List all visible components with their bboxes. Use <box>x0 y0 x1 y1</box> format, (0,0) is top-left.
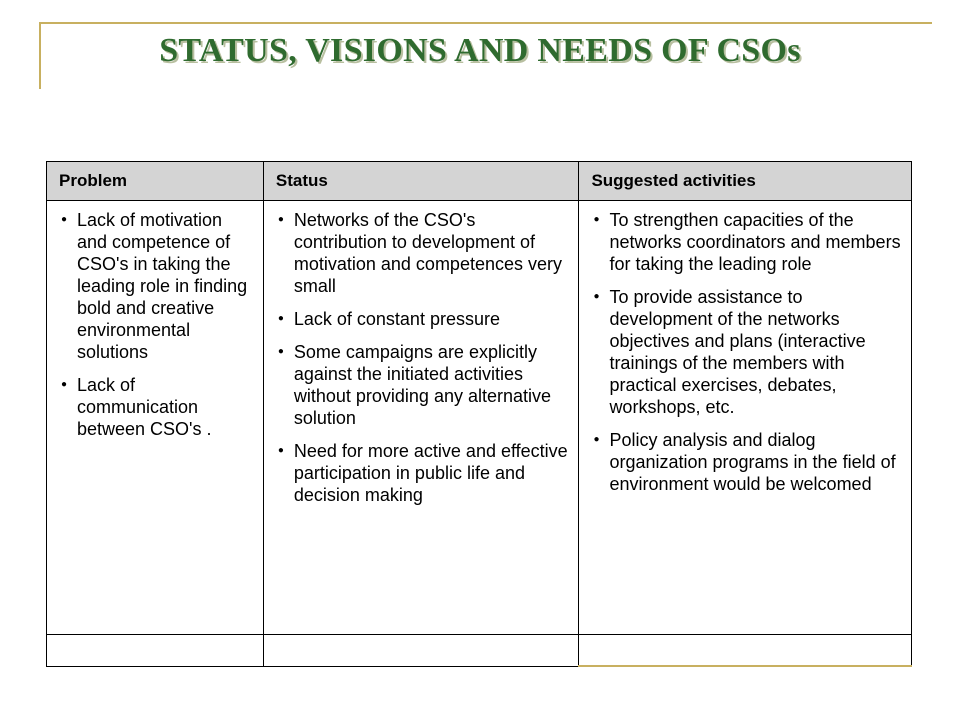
problem-cell <box>47 201 264 635</box>
problem-list <box>59 209 255 440</box>
column-header-suggested-activities: Suggested activities <box>579 162 912 201</box>
list-item <box>276 308 571 330</box>
table-row <box>47 201 912 635</box>
page-title: STATUS, VISIONS AND NEEDS OF CSOs <box>159 32 801 69</box>
list-item-text: Lack of constant pressure <box>293 309 500 329</box>
empty-cell <box>579 635 912 667</box>
suggested-activities-cell <box>579 201 912 635</box>
list-item <box>276 209 571 297</box>
empty-cell <box>47 635 264 667</box>
empty-cell <box>263 635 579 667</box>
bullet-dot-icon: ● <box>593 291 600 302</box>
suggested-activities-list <box>591 209 903 495</box>
list-item-text: Some campaigns are explicitly against the initiated activities without providing any alternative solution <box>293 342 552 428</box>
list-item-text: Policy analysis and dialog organization programs in the field of environment would be welcomed <box>609 430 896 494</box>
column-header-problem: Problem <box>47 162 264 201</box>
list-item <box>591 286 903 418</box>
list-item <box>276 440 571 506</box>
list-item <box>59 209 255 363</box>
list-item-text: To provide assistance to development of the networks objectives and plans (interactive trainings of the members with practical exercises, debates, workshops, etc. <box>609 287 866 417</box>
list-item <box>59 374 255 440</box>
bullet-dot-icon: ● <box>61 379 68 390</box>
list-item-text: Lack of motivation and competence of CSO's in taking the leading role in finding bold and creative environmental solutions <box>77 210 248 362</box>
bullet-dot-icon: ● <box>593 214 600 225</box>
decorative-frame-top <box>39 22 932 24</box>
bullet-dot-icon: ● <box>61 214 68 225</box>
bullet-dot-icon: ● <box>277 214 284 225</box>
table-header-row <box>47 162 912 201</box>
list-item-text: Networks of the CSO's contribution to development of motivation and competences very small <box>293 210 562 296</box>
empty-table-row <box>47 635 912 667</box>
list-item <box>591 429 903 495</box>
column-header-status: Status <box>263 162 579 201</box>
status-list <box>276 209 571 506</box>
bullet-dot-icon: ● <box>593 434 600 445</box>
list-item <box>591 209 903 275</box>
bullet-dot-icon: ● <box>277 445 284 456</box>
list-item <box>276 341 571 429</box>
list-item-text: Lack of communication between CSO's . <box>77 375 212 439</box>
list-item-text: Need for more active and effective participation in public life and decision making <box>293 441 568 505</box>
cso-table <box>46 161 912 667</box>
bullet-dot-icon: ● <box>277 346 284 357</box>
status-cell <box>263 201 579 635</box>
bullet-dot-icon: ● <box>277 313 284 324</box>
list-item-text: To strengthen capacities of the networks coordinators and members for taking the leading role <box>609 210 901 274</box>
